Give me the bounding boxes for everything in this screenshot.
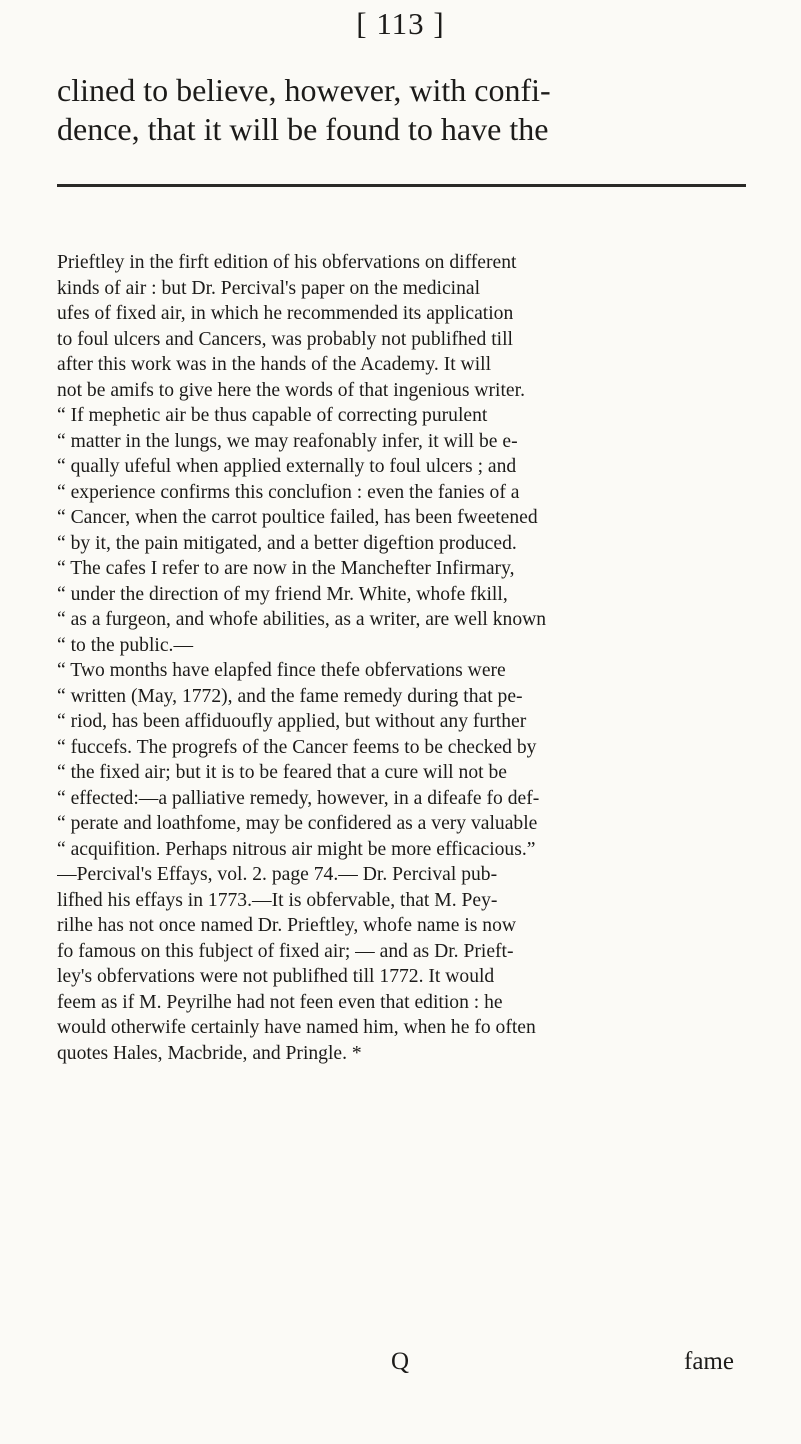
footnote-rule: [57, 184, 746, 187]
footnote-line: “ If mephetic air be thus capable of correcting purulent: [57, 405, 488, 426]
footnote-line: “ Cancer, when the carrot poultice failed, has been fweetened: [57, 507, 538, 528]
footnote-line: —Percival's Effays, vol. 2. page 74.— Dr. Percival pub-: [57, 864, 498, 885]
footnote-line: lifhed his effays in 1773.—It is obfervable, that M. Pey-: [57, 889, 498, 911]
footnote-line: “ Two months have elapfed fince thefe obfervations were: [57, 660, 506, 681]
footnote-line: “ The cafes I refer to are now in the Manchefter Infirmary,: [57, 558, 515, 579]
footnote-line: “ qually ufeful when applied externally to foul ulcers ; and: [57, 456, 517, 477]
footnote-line: “ to the public.—: [57, 634, 194, 656]
footnote-line: ufes of fixed air, in which he recommended its application: [57, 303, 514, 324]
footnote-line: not be amifs to give here the words of that ingenious writer.: [57, 379, 525, 401]
footnote-text: [57, 250, 757, 1066]
footnote-line: “ effected:—a palliative remedy, however, in a difeafe fo def-: [57, 787, 540, 809]
footnote-line: “ under the direction of my friend Mr. White, whofe fkill,: [57, 583, 508, 605]
footnote-line: “ acquifition. Perhaps nitrous air might be more efficacious.”: [57, 838, 536, 860]
main-text-line: dence, that it will be found to have the: [57, 111, 549, 147]
footnote-line: rilhe has not once named Dr. Prieftley, whofe name is now: [57, 915, 517, 936]
footnote-line: “ perate and loathfome, may be confidered as a very valuable: [57, 813, 538, 834]
signature-mark: Q: [391, 1348, 410, 1375]
catchword: fame: [684, 1348, 734, 1375]
footnote-line: “ experience confirms this conclufion : even the fanies of a: [57, 481, 520, 503]
footnote-line: “ written (May, 1772), and the fame remedy during that pe-: [57, 685, 523, 707]
footnote-line: would otherwife certainly have named him, when he fo often: [57, 1017, 536, 1038]
footnote-line: “ the fixed air; but it is to be feared that a cure will not be: [57, 762, 507, 783]
footnote-line: fo famous on this fubject of fixed air; — and as Dr. Prieft-: [57, 940, 514, 962]
footnote-line: “ riod, has been affiduoufly applied, but without any further: [57, 711, 527, 732]
footnote-line: kinds of air : but Dr. Percival's paper on the medicinal: [57, 277, 481, 299]
footnote-line: feem as if M. Peyrilhe had not feen even that edition : he: [57, 991, 503, 1013]
page-number: [ 113 ]: [356, 6, 445, 41]
footnote-line: “ fuccefs. The progrefs of the Cancer feems to be checked by: [57, 736, 537, 758]
page-footer: [0, 1348, 801, 1388]
main-text-line: clined to believe, however, with confi-: [57, 72, 551, 108]
footnote-line: ley's obfervations were not publifhed till 1772. It would: [57, 966, 495, 987]
footnote-line: “ matter in the lungs, we may reafonably infer, it will be e-: [57, 430, 518, 452]
footnote-line: “ by it, the pain mitigated, and a better digeftion produced.: [57, 532, 517, 554]
footnote-line: after this work was in the hands of the Academy. It will: [57, 354, 492, 375]
footnote-line: quotes Hales, Macbride, and Pringle. *: [57, 1042, 362, 1064]
main-text: [57, 71, 757, 149]
footnote-line: to foul ulcers and Cancers, was probably not publifhed till: [57, 328, 513, 350]
footnote-line: Prieftley in the firft edition of his obfervations on different: [57, 252, 517, 273]
footnote-line: “ as a furgeon, and whofe abilities, as a writer, are well known: [57, 609, 547, 630]
